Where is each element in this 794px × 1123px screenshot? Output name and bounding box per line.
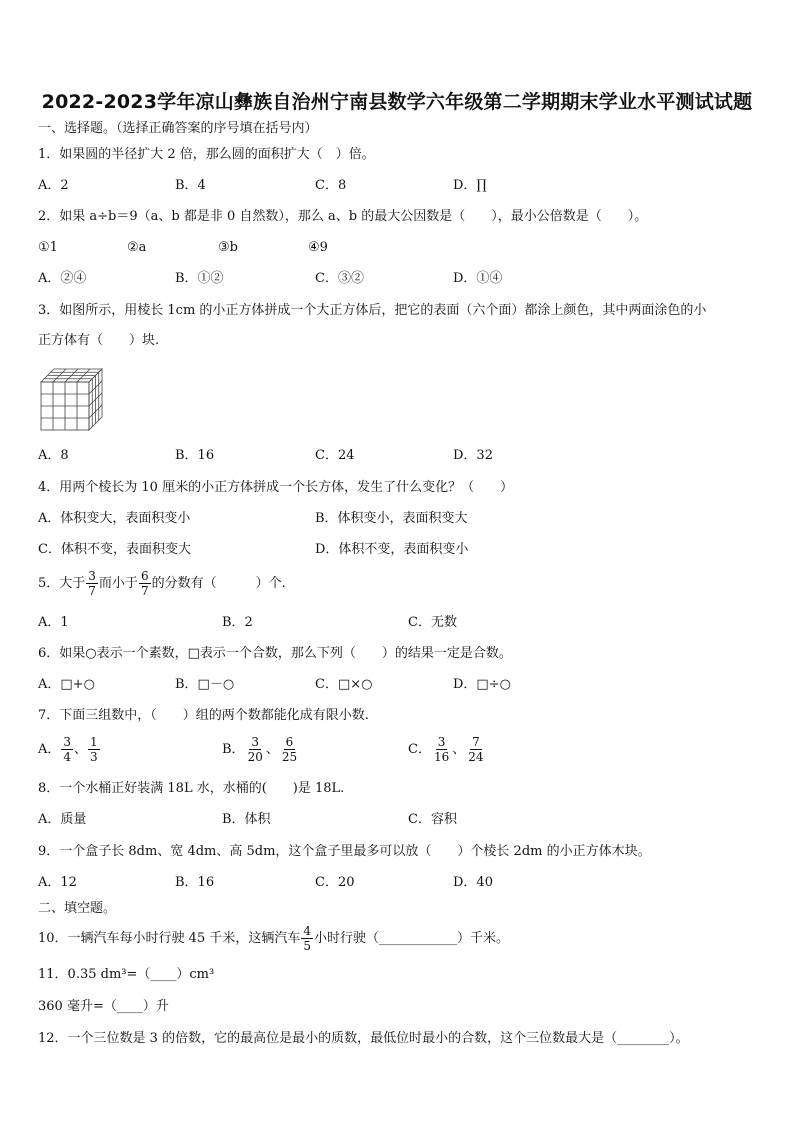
question-3-line-2: 正方体有（ ）块. [38,333,160,348]
q9-option-d[interactable]: D．40 [453,875,493,890]
q7-option-a[interactable]: A． $\frac{3}{4}$ 、 $\frac{1}{3}$ [38,735,98,764]
q9-option-a[interactable]: A．12 [38,875,77,890]
question-2: 2．如果 a÷b＝9（a、b 都是非 0 自然数），那么 a、b 的最大公因数是（ ），最小公倍数是（ ）。 [38,209,648,224]
fraction: $\frac{3}{7}$ [88,569,96,598]
q1-option-a[interactable]: A．2 [38,178,69,193]
section-heading: 二、填空题。 [38,901,117,916]
q6-option-d[interactable]: D．□÷○ [453,677,511,692]
q2-choice-3: ③b [218,240,238,255]
q6-option-b[interactable]: B．□－○ [175,677,235,692]
q2-option-b[interactable]: B．①② [175,271,224,286]
fraction: $\frac{4}{5}$ [303,924,311,953]
cube-figure [40,368,104,432]
q5-suffix: 的分数有（ ）个. [151,576,286,591]
q1-option-d[interactable]: D．∏ [453,178,487,193]
fraction: $\frac{6}{25}$ [281,735,298,764]
q3-option-b[interactable]: B．16 [175,448,215,463]
question-9: 9．一个盒子长 8dm、宽 4dm、高 5dm，这个盒子里最多可以放（ ）个棱长 2dm 的小正方体木块。 [38,844,651,859]
q3-option-a[interactable]: A．8 [38,448,69,463]
q9-option-c[interactable]: C．20 [315,875,355,890]
q3-option-c[interactable]: C．24 [315,448,355,463]
q9-option-b[interactable]: B．16 [175,875,215,890]
q5-mid: 而小于 [98,576,138,591]
fraction: $\frac{1}{3}$ [90,735,98,764]
section-heading: 一、选择题。（选择正确答案的序号填在括号内） [38,121,318,136]
q4-option-a[interactable]: A．体积变大，表面积变小 [38,511,191,526]
question-8: 8．一个水桶正好装满 18L 水，水桶的( )是 18L. [38,781,345,796]
q3-option-d[interactable]: D．32 [453,448,493,463]
question-10: 10．一辆汽车每小时行驶 45 千米，这辆汽车 $\frac{4}{5}$ 小时行驶（____________）千米。 [38,924,510,953]
question-7: 7．下面三组数中，（ ）组的两个数都能化成有限小数. [38,708,369,723]
q2-choice-1: ①1 [38,240,58,255]
q8-option-b[interactable]: B．体积 [222,812,271,827]
fraction: $\frac{7}{24}$ [468,735,484,764]
question-1: 1．如果圆的半径扩大 2 倍，那么圆的面积扩大（ ）倍。 [38,147,375,162]
q4-option-c[interactable]: C．体积不变，表面积变大 [38,542,191,557]
q2-option-d[interactable]: D．①④ [453,271,503,286]
question-4: 4．用两个棱长为 10 厘米的小正方体拼成一个长方体，发生了什么变化？（ ） [38,480,514,495]
q5-option-c[interactable]: C．无数 [408,615,457,630]
question-11-line-2: 360 毫升=（____）升 [38,999,169,1014]
question-12: 12．一个三位数是 3 的倍数，它的最高位是最小的质数，最低位时最小的合数，这个三位数最大是（________）。 [38,1031,689,1046]
q5-option-b[interactable]: B．2 [222,615,253,630]
question-6: 6．如果○表示一个素数，□表示一个合数，那么下列（ ）的结果一定是合数。 [38,646,512,661]
fraction: $\frac{3}{16}$ [433,735,450,764]
q5-prefix: 5．大于 [38,576,86,591]
q8-option-c[interactable]: C．容积 [408,812,457,827]
q8-option-a[interactable]: A．质量 [38,812,87,827]
q7-option-c[interactable]: C． $\frac{3}{16}$ 、 $\frac{7}{24}$ [408,735,484,764]
question-11-line-1: 11．0.35 dm³=（____）cm³ [38,967,215,982]
q4-option-d[interactable]: D．体积不变，表面积变小 [315,542,469,557]
page-title: 2022-2023学年凉山彝族自治州宁南县数学六年级第二学期期末学业水平测试试题 [41,91,753,113]
question-3-line-1: 3．如图所示，用棱长 1cm 的小正方体拼成一个大正方体后，把它的表面（六个面）都涂上颜色，其中两面涂色的小 [38,303,707,318]
q1-option-c[interactable]: C．8 [315,178,347,193]
q2-choice-4: ④9 [308,240,328,255]
question-5 [38,569,286,598]
fraction: $\frac{6}{7}$ [140,569,149,598]
q6-option-c[interactable]: C．□×○ [315,677,373,692]
q2-choice-2: ②a [127,240,147,255]
q6-option-a[interactable]: A．□+○ [38,677,95,692]
q4-option-b[interactable]: B．体积变小，表面积变大 [315,511,468,526]
q1-option-b[interactable]: B．4 [175,178,206,193]
q2-option-c[interactable]: C．③② [315,271,364,286]
q2-option-a[interactable]: A．②④ [38,271,87,286]
q7-option-b[interactable]: B． $\frac{3}{20}$ 、 $\frac{6}{25}$ [222,735,298,764]
q5-option-a[interactable]: A．1 [38,615,69,630]
fraction: $\frac{3}{4}$ [63,735,72,764]
fraction: $\frac{3}{20}$ [247,735,263,764]
